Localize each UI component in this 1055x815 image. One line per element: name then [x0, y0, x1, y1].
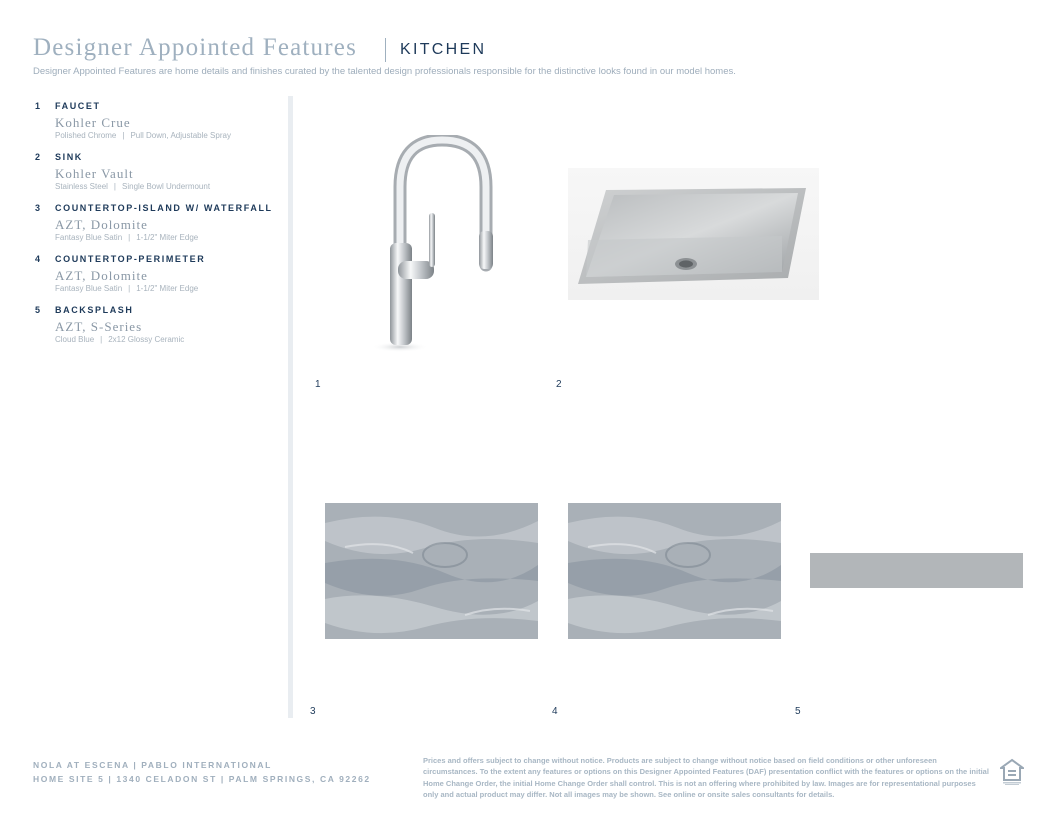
faucet-image: [360, 135, 500, 355]
countertop-perimeter-image: [568, 503, 781, 639]
feature-finish: Fantasy Blue Satin: [55, 284, 123, 293]
feature-category: COUNTERTOP-PERIMETER: [55, 254, 206, 264]
image-label-2: 2: [556, 379, 562, 390]
image-label-5: 5: [795, 706, 801, 717]
footer-community: NOLA AT ESCENA | PABLO INTERNATIONAL: [33, 760, 272, 770]
title-divider: [385, 38, 386, 62]
feature-product: AZT, S-Series: [55, 319, 143, 334]
feature-number: 1: [35, 101, 42, 111]
feature-finish: Cloud Blue: [55, 335, 95, 344]
footer-address: HOME SITE 5 | 1340 CELADON ST | PALM SPRINGS, CA 92262: [33, 774, 371, 784]
equal-housing-opportunity-icon: [1000, 758, 1024, 786]
feature-detail: [55, 131, 231, 140]
image-label-1: 1: [315, 379, 321, 390]
feature-finish: Stainless Steel: [55, 182, 108, 191]
feature-spec: Pull Down, Adjustable Spray: [130, 131, 231, 140]
feature-finish: Polished Chrome: [55, 131, 117, 140]
feature-number: 2: [35, 152, 42, 162]
image-label-3: 3: [310, 706, 316, 717]
detail-separator: |: [128, 284, 131, 293]
detail-separator: |: [100, 335, 103, 344]
page-title: Designer Appointed Features: [33, 34, 358, 61]
image-label-4: 4: [552, 706, 558, 717]
section-title: KITCHEN: [400, 41, 487, 58]
feature-detail: [55, 233, 198, 242]
feature-spec: 2x12 Glossy Ceramic: [108, 335, 185, 344]
feature-number: 5: [35, 305, 42, 315]
feature-product: AZT, Dolomite: [55, 268, 148, 283]
countertop-island-image: [325, 503, 538, 639]
feature-detail: [55, 182, 210, 191]
feature-category: BACKSPLASH: [55, 305, 134, 315]
feature-number: 4: [35, 254, 42, 264]
feature-detail: [55, 284, 198, 293]
feature-spec: Single Bowl Undermount: [122, 182, 211, 191]
detail-separator: |: [128, 233, 131, 242]
vertical-divider: [288, 96, 293, 718]
feature-finish: Fantasy Blue Satin: [55, 233, 123, 242]
feature-product: Kohler Vault: [55, 166, 134, 181]
feature-spec: 1-1/2" Miter Edge: [136, 233, 199, 242]
feature-category: COUNTERTOP-ISLAND W/ WATERFALL: [55, 203, 273, 213]
feature-category: FAUCET: [55, 101, 101, 111]
feature-number: 3: [35, 203, 42, 213]
feature-product: Kohler Crue: [55, 115, 131, 130]
sink-image: [568, 168, 819, 300]
feature-product: AZT, Dolomite: [55, 217, 148, 232]
detail-separator: |: [122, 131, 125, 140]
feature-category: SINK: [55, 152, 83, 162]
backsplash-swatch: [810, 553, 1023, 588]
page-subtitle: Designer Appointed Features are home details and finishes curated by the talented design professionals responsible for the distinctive looks found in our model homes.: [33, 66, 736, 77]
feature-detail: [55, 335, 184, 344]
footer-disclaimer: Prices and offers subject to change without notice. Products are subject to change without notice based on field conditions or other unforeseen circumstances. To the extent any features or options on this Designer Appointed Features (DAF) presentation conflict with the features or options on the initial Home Change Order, the initial Home Change Order shall control. This is not an offering where prohibited by law. Images are for representational purposes only and actual product may differ. Not all images may be shown. See online or onsite sales consultants for details.: [423, 756, 989, 799]
detail-separator: |: [113, 182, 116, 191]
feature-spec: 1-1/2" Miter Edge: [136, 284, 199, 293]
